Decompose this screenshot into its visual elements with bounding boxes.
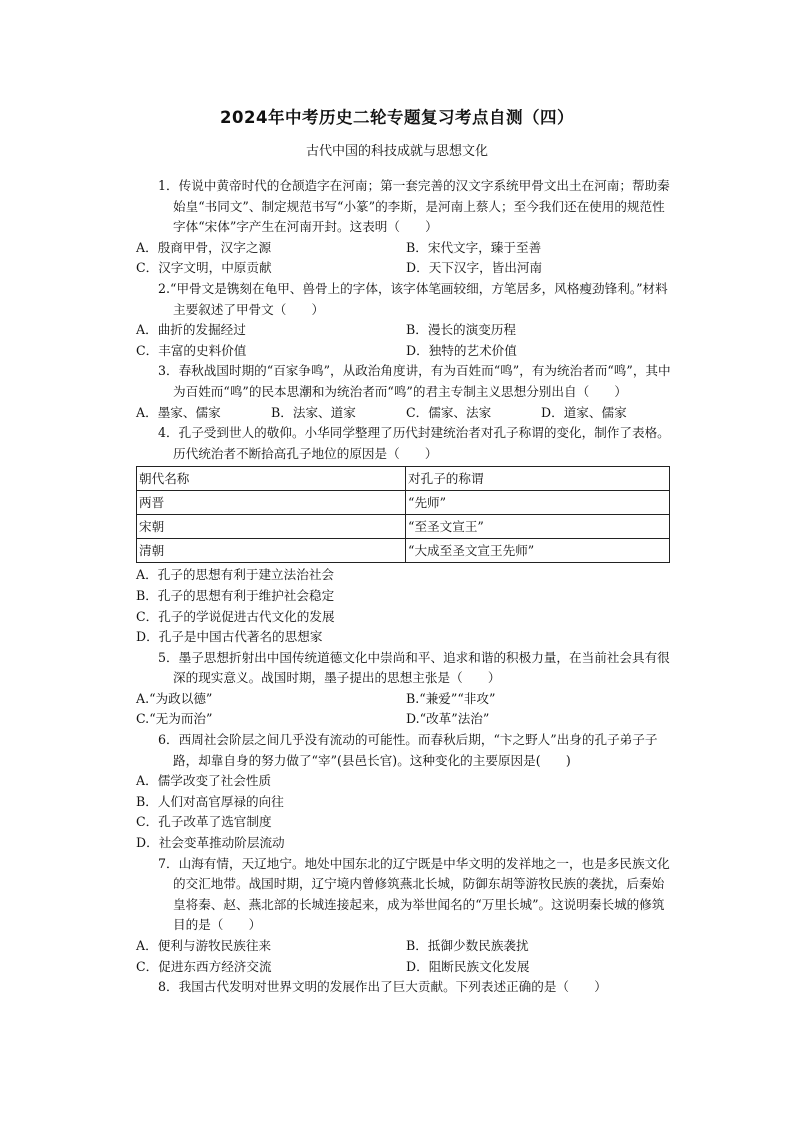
table-cell-title: “至圣文宣王” xyxy=(406,515,670,539)
option-c[interactable]: C．儒家、法家 xyxy=(406,404,492,420)
question-2-options xyxy=(136,320,676,341)
option-a[interactable]: A．曲折的发掘经过 xyxy=(136,322,246,338)
option-d[interactable]: D．道家、儒家 xyxy=(541,404,627,420)
option-d[interactable]: D．孔子是中国古代著名的思想家 xyxy=(136,629,323,645)
question-7-options xyxy=(136,936,676,957)
option-c[interactable]: C．孔子改革了选官制度 xyxy=(136,814,272,830)
table-header-title: 对孔子的称谓 xyxy=(406,467,670,491)
table-cell-title: “大成至圣文宣王先师” xyxy=(406,539,670,563)
question-6-stem: 6．西周社会阶层之间几乎没有流动的可能性。而春秋后期，“卞之野人”出身的孔子弟子子路，却靠自身的努力做了“宰”(县邑长官)。这种变化的主要原因是( ) xyxy=(158,732,658,768)
option-b[interactable]: B．人们对高官厚禄的向往 xyxy=(136,793,284,809)
table-row xyxy=(137,515,670,539)
option-d[interactable]: D．社会变革推动阶层流动 xyxy=(136,835,285,851)
question-1-stem: 1．传说中黄帝时代的仓颉造字在河南；第一套完善的汉文字系统甲骨文出土在河南；帮助秦始皇“书同文”、制定规范书写“小篆”的李斯，是河南上蔡人；至今我们还在使用的规范性字体“宋体”字产生在河南开封。这表明（ ） xyxy=(158,178,670,235)
option-b[interactable]: B．宋代文字，臻于至善 xyxy=(406,239,542,255)
option-a[interactable]: A．孔子的思想有利于建立法治社会 xyxy=(136,567,335,583)
question-7-stem: 7．山海有情，天辽地宁。地处中国东北的辽宁既是中华文明的发祥地之一，也是多民族文化的交汇地带。战国时期，辽宁境内曾修筑燕北长城，防御东胡等游牧民族的袭扰，后秦始皇将秦、赵、燕北部的长城连接起来，成为举世闻名的“万里长城”。这说明秦长城的修筑目的是（ ） xyxy=(158,855,670,933)
question-1-options xyxy=(136,258,676,279)
table-header-row xyxy=(137,467,670,491)
option-b[interactable]: B．漫长的演变历程 xyxy=(406,322,517,338)
question-list xyxy=(136,176,676,998)
table-cell-dynasty: 宋朝 xyxy=(137,515,406,539)
question-3-stem: 3．春秋战国时期的“百家争鸣”，从政治角度讲，有为百姓而“鸣”，有为统治者而“鸣”，其中为百姓而“鸣”的民本思潮和为统治者而“鸣”的君主专制主义思想分别出自（ ） xyxy=(158,363,671,399)
option-b[interactable]: B．抵御少数民族袭扰 xyxy=(406,938,529,953)
question-5-options xyxy=(136,689,676,710)
page-subtitle: 古代中国的科技成就与思想文化 xyxy=(305,144,488,159)
option-c[interactable]: C．孔子的学说促进古代文化的发展 xyxy=(136,608,335,624)
table-row xyxy=(137,491,670,515)
page-title: 2024年中考历史二轮专题复习考点自测（四） xyxy=(220,108,574,127)
option-a[interactable]: A．殷商甲骨，汉字之源 xyxy=(136,239,272,255)
option-d[interactable]: D.“改革”法治” xyxy=(406,711,490,727)
honorific-table xyxy=(136,466,670,563)
option-c[interactable]: C．汉字文明，中原贡献 xyxy=(136,260,272,276)
table-row xyxy=(137,539,670,563)
option-a[interactable]: A.“为政以德” xyxy=(136,690,213,706)
option-a[interactable]: A．墨家、儒家 xyxy=(136,404,221,420)
option-b[interactable]: B．孔子的思想有利于维护社会稳定 xyxy=(136,587,335,603)
table-cell-dynasty: 两晋 xyxy=(137,491,406,515)
option-c[interactable]: C.“无为而治” xyxy=(136,711,213,727)
question-1-options xyxy=(136,238,676,259)
question-4-stem: 4．孔子受到世人的敬仰。小华同学整理了历代封建统治者对孔子称谓的变化，制作了表格。历代统治者不断拾高孔子地位的原因是（ ） xyxy=(158,425,670,461)
question-5-stem: 5．墨子思想折射出中国传统道德文化中崇尚和平、追求和谐的积极力量，在当前社会具有很深的现实意义。战国时期，墨子提出的思想主张是（ ） xyxy=(158,649,670,686)
table-cell-dynasty: 清朝 xyxy=(137,539,406,563)
option-b[interactable]: B．法家、道家 xyxy=(271,404,356,420)
option-d[interactable]: D．天下汉字，皆出河南 xyxy=(406,260,543,276)
option-a[interactable]: A．便利与游牧民族往来 xyxy=(136,938,272,953)
option-c[interactable]: C．丰富的史料价值 xyxy=(136,342,247,358)
option-d[interactable]: D．阻断民族文化发展 xyxy=(406,958,530,974)
table-header-dynasty: 朝代名称 xyxy=(137,467,406,491)
option-b[interactable]: B.“兼爱”“非攻” xyxy=(406,690,496,706)
question-2-options xyxy=(136,341,676,362)
option-d[interactable]: D．独特的艺术价值 xyxy=(406,342,517,358)
question-5-options xyxy=(136,709,676,730)
question-7-options xyxy=(136,957,676,978)
question-2-stem: 2.“甲骨文是镌刻在龟甲、兽骨上的字体，该字体笔画较细，方笔居多，风格瘦劲锋利。”材料主要叙述了甲骨文（ ） xyxy=(158,280,668,317)
question-3-options xyxy=(136,403,676,424)
table-cell-title: “先师” xyxy=(406,491,670,515)
question-8-stem: 8．我国古代发明对世界文明的发展作出了巨大贡献。下列表述正确的是（ ） xyxy=(158,979,607,995)
option-a[interactable]: A．儒学改变了社会性质 xyxy=(136,773,272,789)
option-c[interactable]: C．促进东西方经济交流 xyxy=(136,958,272,974)
